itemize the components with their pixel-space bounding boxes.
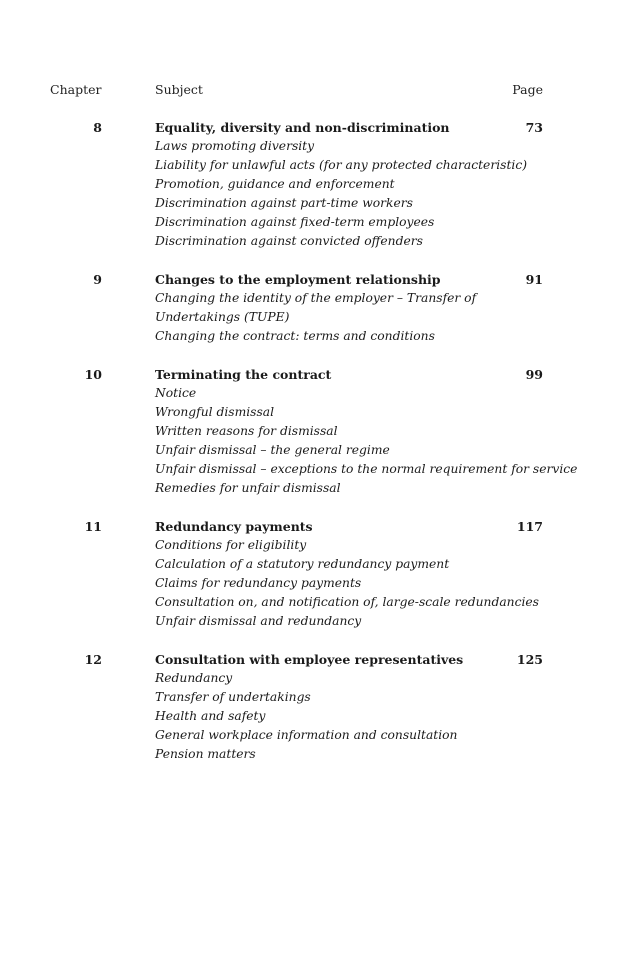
chapter-topic: Changing the identity of the employer – Transfer of (155, 291, 477, 305)
chapter-topic: Promotion, guidance and enforcement (155, 177, 395, 191)
chapter-title: Equality, diversity and non-discrimination (155, 120, 450, 135)
table-of-contents (0, 118, 638, 783)
chapter-topic: Conditions for eligibility (155, 538, 307, 552)
chapter-number: 8 (93, 120, 102, 135)
chapter-title: Redundancy payments (155, 519, 313, 534)
chapter-topic: Remedies for unfair dismissal (155, 481, 341, 495)
chapter-topic: Discrimination against convicted offenders (155, 234, 423, 248)
chapter-entry (0, 517, 638, 631)
chapter-number: 9 (93, 272, 102, 287)
chapter-topic: Notice (155, 386, 197, 400)
chapter-topic: Undertakings (TUPE) (155, 310, 290, 324)
chapter-topic: Claims for redundancy payments (155, 576, 362, 590)
chapter-topic: Redundancy (155, 671, 233, 685)
chapter-topic: Unfair dismissal – the general regime (155, 443, 390, 457)
chapter-page-number: 125 (516, 652, 543, 667)
chapter-number: 12 (84, 652, 102, 667)
chapter-topic: Unfair dismissal and redundancy (155, 614, 362, 628)
chapter-entry (0, 118, 638, 251)
chapter-number: 11 (84, 519, 102, 534)
chapter-topic: Laws promoting diversity (155, 139, 315, 153)
chapter-topic: Health and safety (155, 709, 266, 723)
chapter-title: Changes to the employment relationship (155, 272, 441, 287)
chapter-topic: Changing the contract: terms and conditions (155, 329, 435, 343)
chapter-page-number: 117 (516, 519, 543, 534)
column-header-chapter: Chapter (50, 82, 102, 97)
chapter-topic: Written reasons for dismissal (155, 424, 338, 438)
chapter-entry (0, 650, 638, 764)
chapter-topic: Unfair dismissal – exceptions to the normal requirement for service (155, 462, 578, 476)
chapter-title: Terminating the contract (155, 367, 332, 382)
chapter-topic: Consultation on, and notification of, large-scale redundancies (155, 595, 539, 609)
chapter-topic: Transfer of undertakings (155, 690, 311, 704)
chapter-topic: Discrimination against fixed-term employees (155, 215, 435, 229)
column-header-subject: Subject (155, 82, 203, 97)
chapter-entry (0, 365, 638, 498)
chapter-page-number: 91 (525, 272, 543, 287)
chapter-topic: General workplace information and consultation (155, 728, 458, 742)
chapter-page-number: 99 (525, 367, 543, 382)
chapter-topic: Discrimination against part-time workers (155, 196, 413, 210)
chapter-page-number: 73 (525, 120, 543, 135)
column-header-page: Page (512, 82, 543, 97)
chapter-number: 10 (84, 367, 102, 382)
chapter-topic: Calculation of a statutory redundancy payment (155, 557, 450, 571)
chapter-title: Consultation with employee representatives (155, 652, 464, 667)
chapter-topic: Pension matters (155, 747, 256, 761)
chapter-topic: Wrongful dismissal (155, 405, 275, 419)
chapter-topic: Liability for unlawful acts (for any protected characteristic) (155, 158, 527, 172)
chapter-entry (0, 270, 638, 346)
